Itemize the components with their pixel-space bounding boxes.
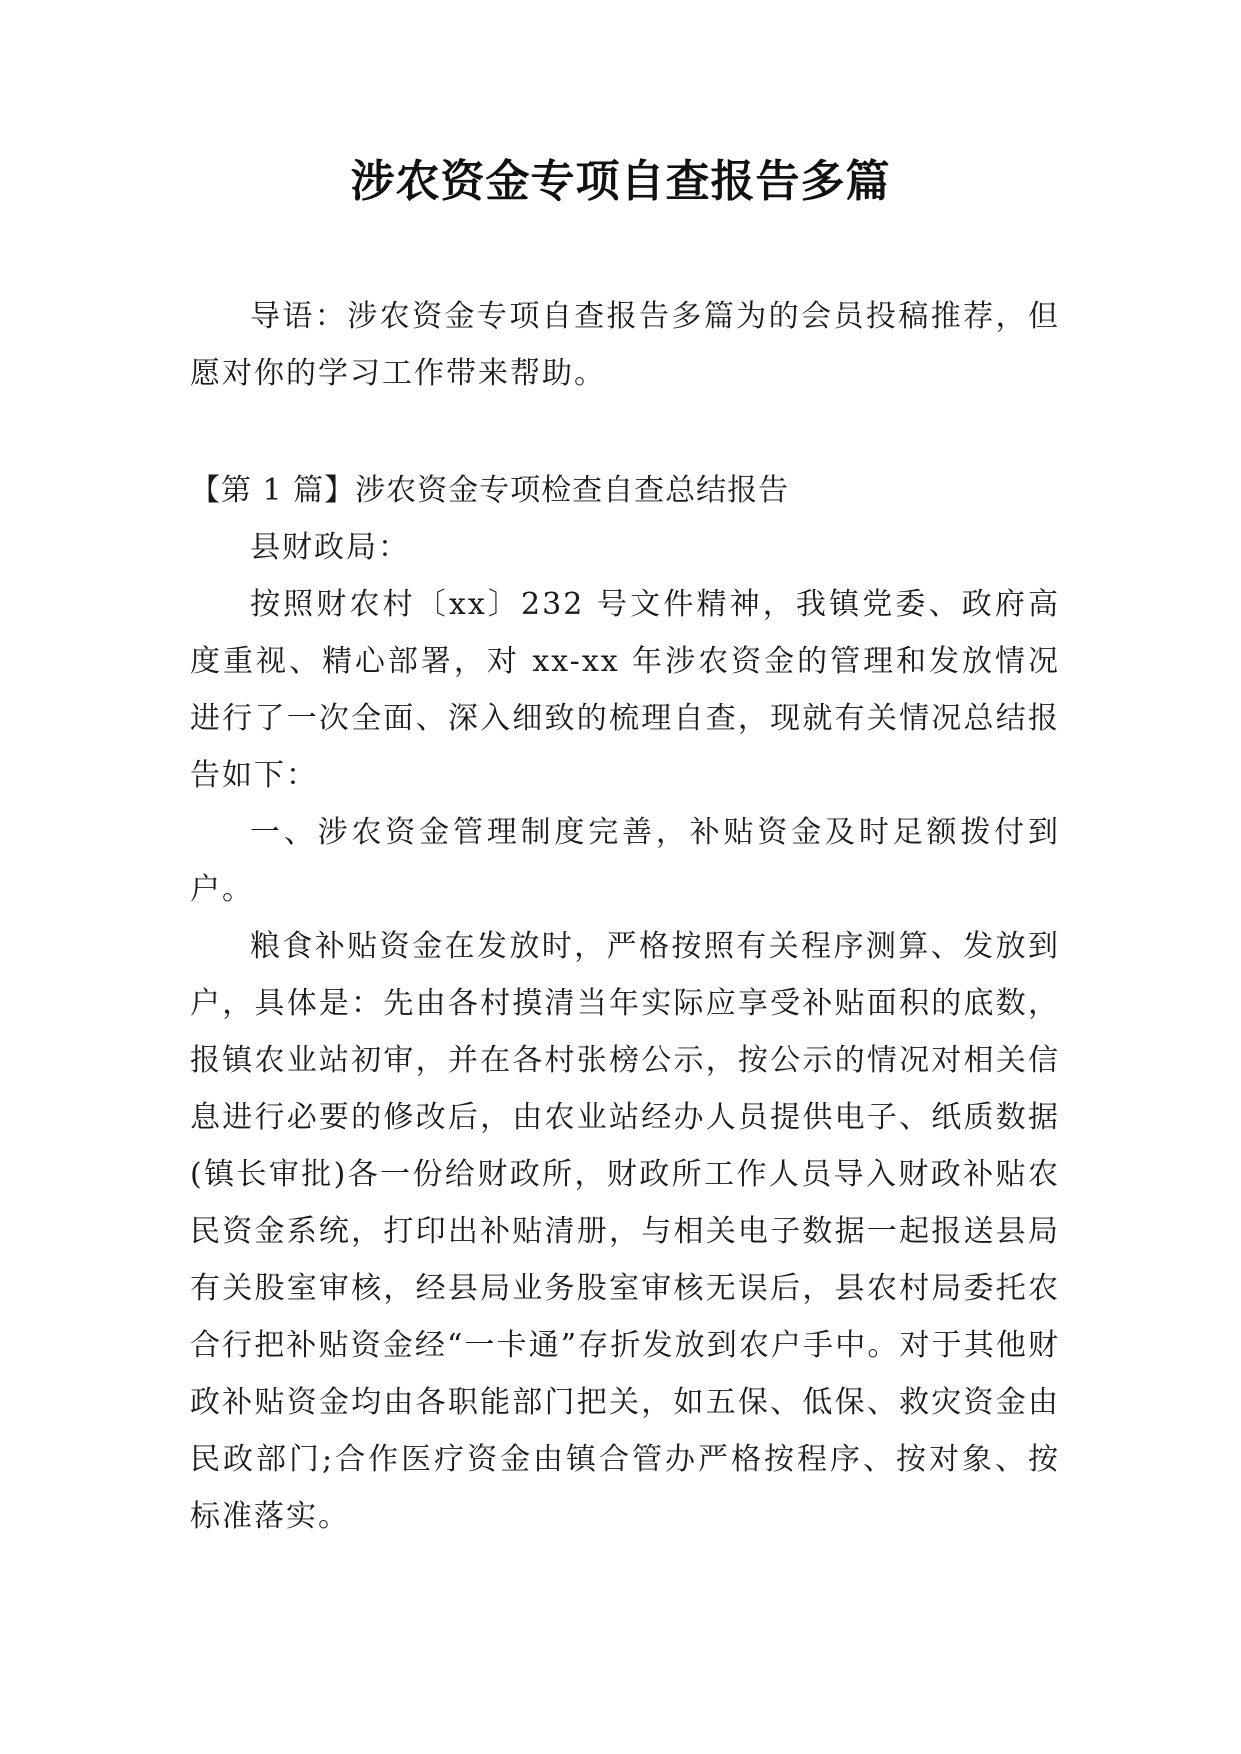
intro-paragraph: 导语：涉农资金专项自查报告多篇为的会员投稿推荐，但愿对你的学习工作带来帮助。 [190, 299, 1060, 391]
paragraph-grain-subsidy: 粮食补贴资金在发放时，严格按照有关程序测算、发放到户，具体是：先由各村摸清当年实际应享受补贴面积的底数，报镇农业站初审，并在各村张榜公示，按公示的情况对相关信息进行必要的修改后，由农业站经办人员提供电子、纸质数据(镇长审批)各一份给财政所，财政所工作人员导入财政补贴农民资金系统，打印出补贴清册，与相关电子数据一起报送县局有关股室审核，经县局业务股室审核无误后，县农村局委托农合行把补贴资金经“一卡通”存折发放到农户手中。对于其他财政补贴资金均由各职能部门把关，如五保、低保、救灾资金由民政部门;合作医疗资金由镇合管办严格按程序、按对象、按标准落实。 [190, 929, 1060, 1534]
paragraph-subheading-1: 一、涉农资金管理制度完善，补贴资金及时足额拨付到户。 [190, 815, 1060, 907]
intro-block [190, 288, 1060, 402]
section-heading: 【第 1 篇】涉农资金专项检查自查总结报告 [190, 473, 790, 508]
paragraph-opening: 按照财农村〔xx〕232 号文件精神，我镇党委、政府高度重视、精心部署，对 xx-xx 年涉农资金的管理和发放情况进行了一次全面、深入细致的梳理自查，现就有关情况总结报告如下： [190, 587, 1060, 793]
section-1 [190, 462, 1060, 1545]
document-title: 涉农资金专项自查报告多篇 [350, 156, 891, 207]
salutation: 县财政局： [250, 530, 410, 565]
